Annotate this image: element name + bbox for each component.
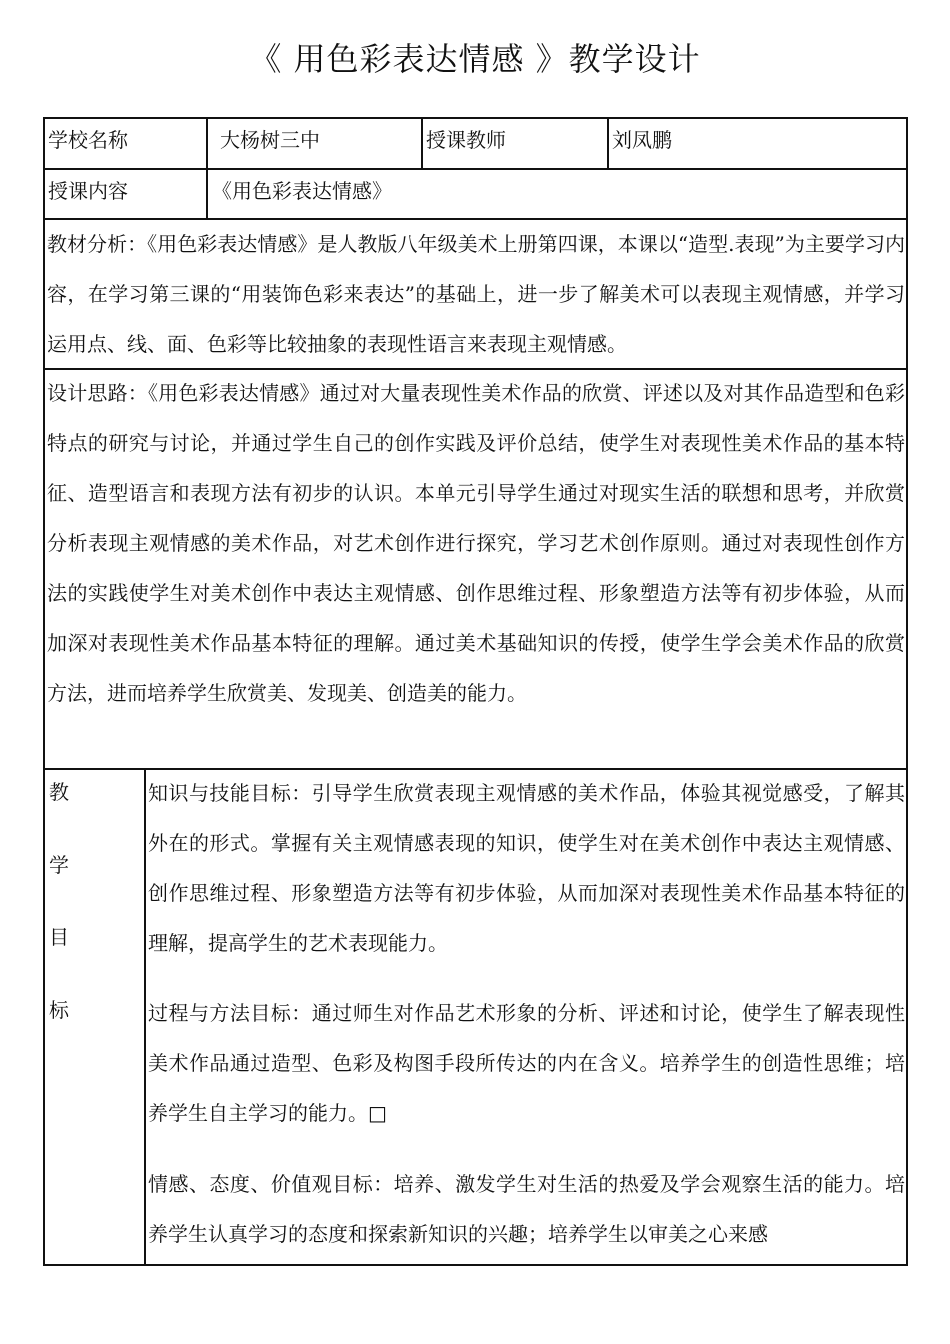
process-method-goal: 过程与方法目标：通过师生对作品艺术形象的分析、评述和讨论，使学生了解表现性美术作品通过造型、色彩及构图手段所传达的内在含义。培养学生的创造性思维；培养学生自主学习的能力。□ — [148, 1001, 905, 1125]
school-value: 大杨树三中 — [220, 128, 320, 152]
column-divider — [607, 117, 609, 170]
design-rationale: 设计思路：《用色彩表达情感》通过对大量表现性美术作品的欣赏、评述以及对其作品造型和色彩特点的研究与讨论，并通过学生自己的创作实践及评价总结，使学生对表现性美术作品的基本特征、造型语言和表现方法有初步的认识。本单元引导学生通过对现实生活的联想和思考，并欣赏分析表现主观情感的美术作品，对艺术创作进行探究，学习艺术创作原则。通过对表现性创作方法的实践使学生对美术创作中表达主观情感、创作思维过程、形象塑造方法等有初步体验，从而加深对表现性美术作品基本特征的理解。通过美术基础知识的传授，使学生学会美术作品的欣赏方法，进而培养学生欣赏美、发现美、创造美的能力。 — [47, 381, 905, 705]
content-value: 《用色彩表达情感》 — [212, 179, 392, 203]
content-label: 授课内容 — [48, 179, 128, 203]
goals-label-char: 标 — [49, 998, 69, 1022]
column-divider — [421, 117, 423, 170]
row-divider — [43, 168, 908, 170]
teacher-value: 刘凤鹏 — [612, 128, 672, 152]
goals-label-char: 教 — [49, 780, 69, 804]
knowledge-skill-goal: 知识与技能目标：引导学生欣赏表现主观情感的美术作品，体验其视觉感受，了解其外在的形式。掌握有关主观情感表现的知识，使学生对在美术创作中表达主观情感、创作思维过程、形象塑造方法等有初步体验，从而加深对表现性美术作品基本特征的理解，提高学生的艺术表现能力。 — [148, 781, 905, 955]
column-divider — [144, 768, 146, 1266]
column-divider — [206, 117, 208, 220]
page-title: 《 用色彩表达情感 》教学设计 — [249, 40, 701, 78]
goals-label-char: 目 — [49, 925, 69, 949]
teacher-label: 授课教师 — [426, 128, 506, 152]
goals-label-char: 学 — [49, 853, 69, 877]
school-label: 学校名称 — [48, 128, 128, 152]
textbook-analysis: 教材分析：《用色彩表达情感》是人教版八年级美术上册第四课，本课以“造型.表现”为主要学习内容，在学习第三课的“用装饰色彩来表达”的基础上，进一步了解美术可以表现主观情感，并学习运用点、线、面、色彩等比较抽象的表现性语言来表现主观情感。 — [47, 232, 905, 356]
emotion-value-goal: 情感、态度、价值观目标：培养、激发学生对生活的热爱及学会观察生活的能力。培养学生认真学习的态度和探索新知识的兴趣；培养学生以审美之心来感 — [148, 1172, 905, 1246]
